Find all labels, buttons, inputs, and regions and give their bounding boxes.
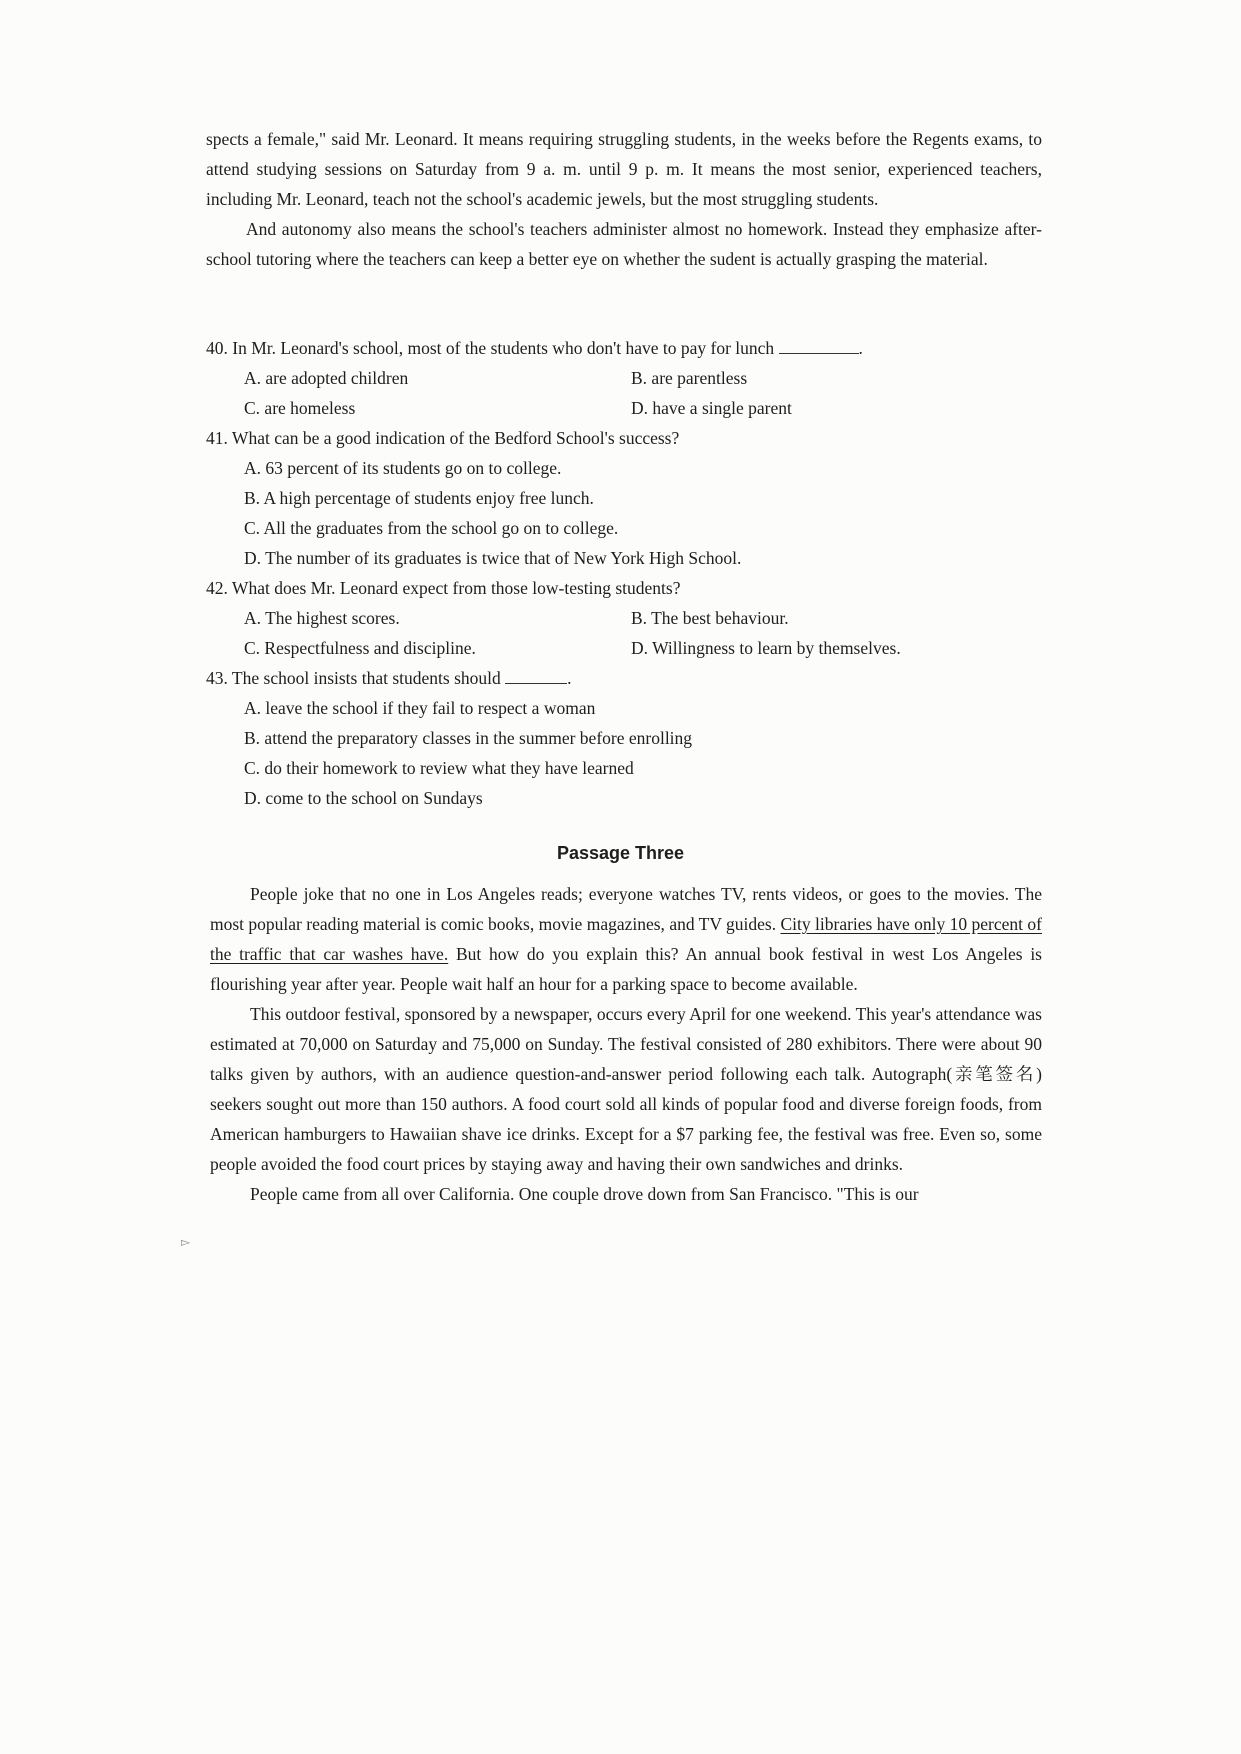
question-stem: 43. The school insists that students should <box>206 668 501 688</box>
option-c: C. do their homework to review what they have learned <box>244 758 634 778</box>
option-a: A. leave the school if they fail to respect a woman <box>244 698 596 718</box>
option-a: A. 63 percent of its students go on to college. <box>244 458 562 478</box>
question-42: 42. What does Mr. Leonard expect from those low-testing students? <box>206 578 681 598</box>
stem-end: . <box>567 668 572 688</box>
passage-title: Passage Three <box>556 843 685 863</box>
paragraph <box>210 879 1042 999</box>
paragraph: And autonomy also means the school's teachers administer almost no homework. Instead they emphasize after-school tutoring where the teachers can keep a better eye on whether the sudent is actually grasping the material. <box>206 219 1042 269</box>
question-41: 41. What can be a good indication of the Bedford School's success? <box>206 428 680 448</box>
question-40 <box>206 333 863 363</box>
question-43 <box>206 663 572 693</box>
option-b: B. attend the preparatory classes in the summer before enrolling <box>244 728 693 748</box>
option-d: D. come to the school on Sundays <box>244 788 483 808</box>
paragraph: This outdoor festival, sponsored by a newspaper, occurs every April for one weekend. This year's attendance was estimated at 70,000 on Saturday and 75,000 on Sunday. The festival consisted of 280 exhibitors. There were about 90 talks given by authors, with an audience question-and-answer period following each talk. Autograph(亲笔签名) seekers sought out more than 150 authors. A food court sold all kinds of popular food and diverse foreign foods, from American hamburgers to Hawaiian shave ice drinks. Except for a $7 parking fee, the festival was free. Even so, some people avoided the food court prices by staying away and having their own sandwiches and drinks. <box>210 1004 1042 1174</box>
text-span: People joke that no one in Los Angeles reads; everyone watches TV, rents videos, or goes to the movies. The most popular reading material is comic books, movie magazines, and TV guides. <box>210 884 1042 934</box>
option-d: D. Willingness to learn by themselves. <box>631 638 901 658</box>
answer-blank <box>505 669 567 684</box>
option-c: C. All the graduates from the school go on to college. <box>244 518 619 538</box>
option-a: A. are adopted children <box>244 368 409 388</box>
option-c: C. Respectfulness and discipline. <box>244 638 476 658</box>
option-a: A. The highest scores. <box>244 608 400 628</box>
text-span: But how do you explain this? An annual book festival in west Los Angeles is flourishing year after year. People wait half an hour for a parking space to become available. <box>210 944 1042 994</box>
cursor-icon: ▻ <box>181 1235 191 1249</box>
paragraph: People came from all over California. One couple drove down from San Francisco. "This is our <box>250 1184 919 1204</box>
paragraph: spects a female," said Mr. Leonard. It means requiring struggling students, in the weeks before the Regents exams, to attend studying sessions on Saturday from 9 a. m. until 9 p. m. It means the most senior, experienced teachers, including Mr. Leonard, teach not the school's academic jewels, but the most struggling students. <box>206 129 1042 209</box>
option-b: B. The best behaviour. <box>631 608 789 628</box>
option-b: B. A high percentage of students enjoy free lunch. <box>244 488 594 508</box>
passage-two-continuation <box>206 124 1042 274</box>
answer-blank <box>779 339 859 354</box>
option-d: D. The number of its graduates is twice that of New York High School. <box>244 548 742 568</box>
underlined-sentence: City libraries have only 10 percent of the traffic that car washes have. <box>210 914 1042 964</box>
question-stem: 40. In Mr. Leonard's school, most of the students who don't have to pay for lunch <box>206 338 775 358</box>
option-d: D. have a single parent <box>631 398 792 418</box>
stem-end: . <box>858 338 863 358</box>
option-b: B. are parentless <box>631 368 748 388</box>
passage-three-body <box>210 879 1042 1209</box>
option-c: C. are homeless <box>244 398 356 418</box>
